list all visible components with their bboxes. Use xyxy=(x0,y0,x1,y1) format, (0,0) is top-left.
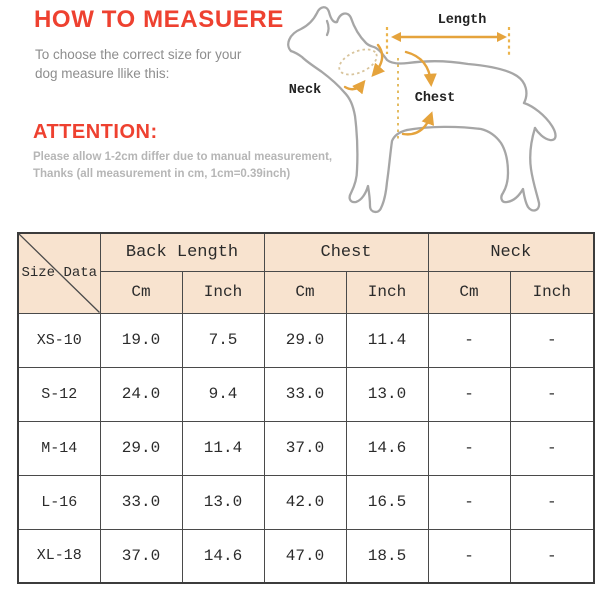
value-cell: 37.0 xyxy=(100,529,182,583)
neck-label: Neck xyxy=(288,83,322,98)
value-cell: 47.0 xyxy=(264,529,346,583)
unit-header-neck-inch: Inch xyxy=(510,271,594,313)
dog-measurement-diagram xyxy=(270,0,600,230)
size-data-corner-cell xyxy=(18,233,100,313)
size-cell: XL-18 xyxy=(18,529,100,583)
size-cell: L-16 xyxy=(18,475,100,529)
value-cell: 13.0 xyxy=(346,367,428,421)
length-arrowhead-left xyxy=(391,32,401,42)
value-cell: - xyxy=(510,475,594,529)
value-cell: - xyxy=(510,421,594,475)
value-cell: 14.6 xyxy=(346,421,428,475)
value-cell: 11.4 xyxy=(346,313,428,367)
value-cell: 37.0 xyxy=(264,421,346,475)
value-cell: 29.0 xyxy=(100,421,182,475)
unit-header-chest-inch: Inch xyxy=(346,271,428,313)
value-cell: 24.0 xyxy=(100,367,182,421)
length-arrowhead-right xyxy=(497,32,507,42)
attention-line-1: Please allow 1-2cm differ due to manual measurement, xyxy=(33,151,333,163)
value-cell: - xyxy=(510,367,594,421)
table-row-s12 xyxy=(18,367,594,421)
value-cell: - xyxy=(428,367,510,421)
size-cell: S-12 xyxy=(18,367,100,421)
value-cell: - xyxy=(510,313,594,367)
unit-header-back-inch: Inch xyxy=(182,271,264,313)
value-cell: - xyxy=(428,475,510,529)
dog-ear-line xyxy=(327,21,329,35)
chest-arrow-up xyxy=(403,115,431,134)
value-cell: 42.0 xyxy=(264,475,346,529)
value-cell: - xyxy=(428,529,510,583)
page-subtitle: To choose the correct size for your dog measure llike this: xyxy=(35,47,242,81)
length-label: Length xyxy=(437,13,487,28)
value-cell: 14.6 xyxy=(182,529,264,583)
length-arrow xyxy=(391,32,507,42)
table-row-m14 xyxy=(18,421,594,475)
table-row-xl18 xyxy=(18,529,594,583)
value-cell: - xyxy=(428,313,510,367)
corner-label: Size Data xyxy=(21,265,98,282)
attention-title: ATTENTION: xyxy=(33,121,158,143)
neck-arrow xyxy=(345,83,363,89)
value-cell: 33.0 xyxy=(100,475,182,529)
attention-line-2: Thanks (all measurement in cm, 1cm=0.39inch) xyxy=(33,168,291,181)
value-cell: 13.0 xyxy=(182,475,264,529)
chest-label: Chest xyxy=(414,91,456,106)
value-cell: 11.4 xyxy=(182,421,264,475)
value-cell: 19.0 xyxy=(100,313,182,367)
group-header-chest: Chest xyxy=(264,233,428,271)
unit-header-neck-cm: Cm xyxy=(428,271,510,313)
size-table-container xyxy=(17,232,595,584)
table-row-l16 xyxy=(18,475,594,529)
value-cell: 18.5 xyxy=(346,529,428,583)
value-cell: 7.5 xyxy=(182,313,264,367)
value-cell: 33.0 xyxy=(264,367,346,421)
table-row-xs10 xyxy=(18,313,594,367)
page-title: HOW TO MEASUERE xyxy=(34,6,284,33)
value-cell: - xyxy=(510,529,594,583)
value-cell: 29.0 xyxy=(264,313,346,367)
group-header-neck: Neck xyxy=(428,233,594,271)
unit-header-chest-cm: Cm xyxy=(264,271,346,313)
size-cell: M-14 xyxy=(18,421,100,475)
value-cell: - xyxy=(428,421,510,475)
dog-diagram-svg xyxy=(270,0,600,230)
chest-arrow-down xyxy=(406,52,431,83)
value-cell: 16.5 xyxy=(346,475,428,529)
value-cell: 9.4 xyxy=(182,367,264,421)
size-table xyxy=(17,232,595,584)
unit-header-back-cm: Cm xyxy=(100,271,182,313)
size-cell: XS-10 xyxy=(18,313,100,367)
group-header-back-length: Back Length xyxy=(100,233,264,271)
